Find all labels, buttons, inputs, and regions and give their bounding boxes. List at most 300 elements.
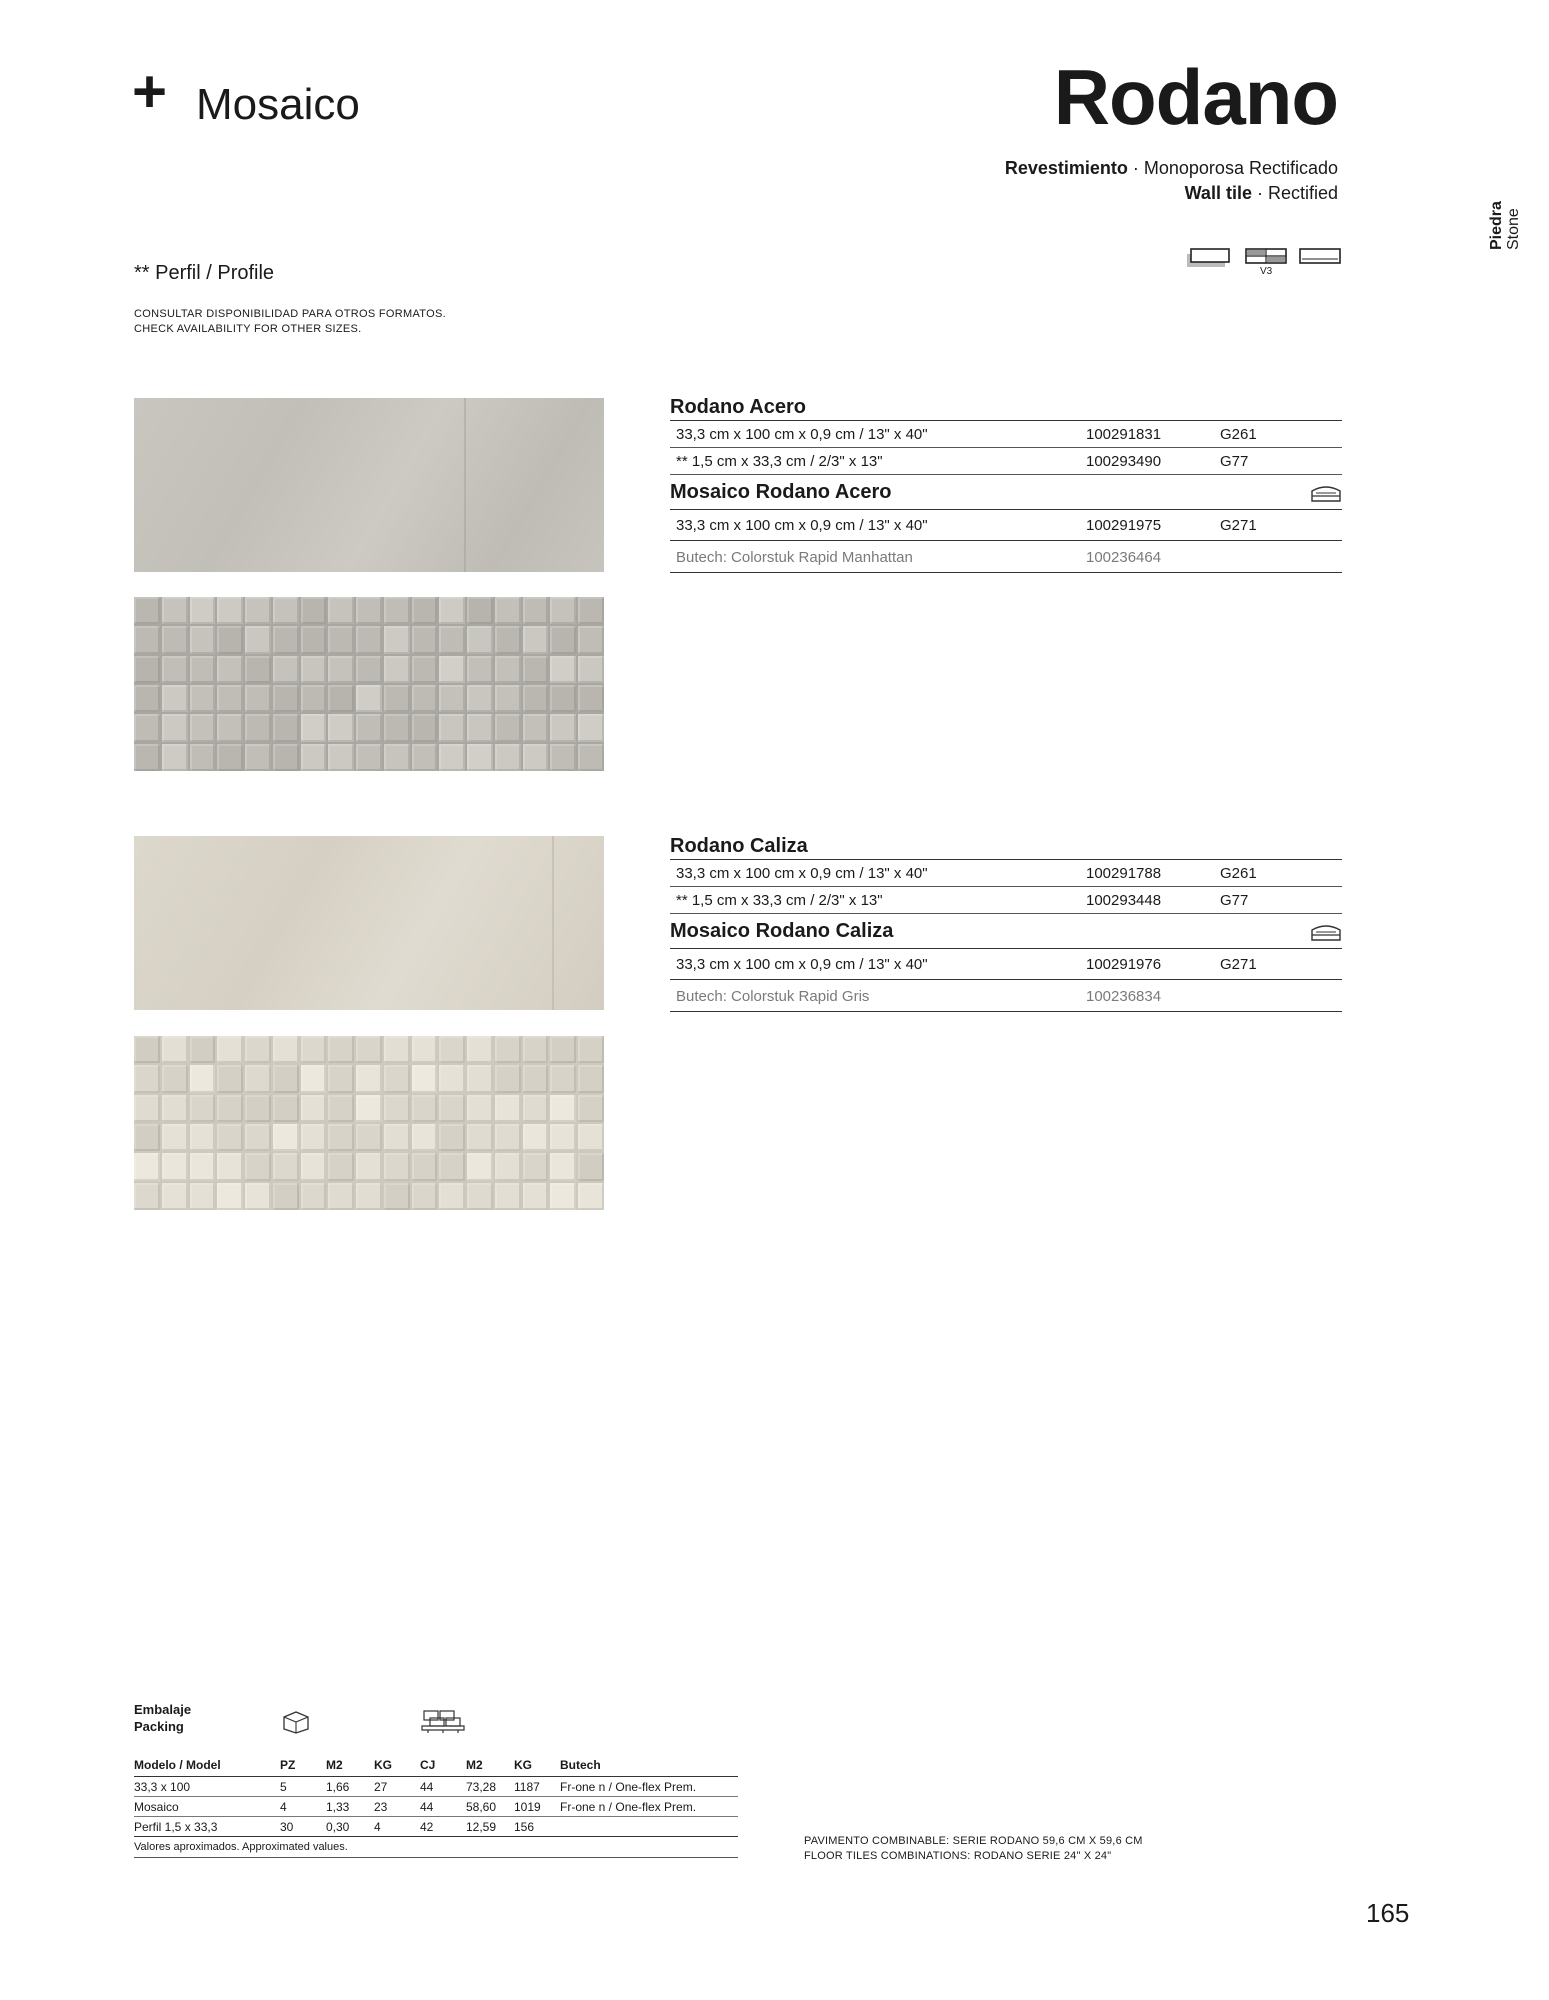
cell: 4 [374,1817,420,1837]
mosaic-chip [550,744,576,771]
header-kg: KG [374,1758,392,1772]
header-model: Modelo / Model [134,1758,221,1772]
series-title: Rodano [1053,53,1338,141]
mosaic-chip [245,1124,271,1151]
rodano-acero-tile-image [134,398,604,572]
size-cell: 33,3 cm x 100 cm x 0,9 cm / 13" x 40" [676,517,928,534]
mosaic-chip [273,1183,299,1210]
mosaic-chip [550,1095,576,1122]
mosaic-chip [134,744,160,771]
mosaic-chip [301,744,327,771]
mosaic-chip [273,1153,299,1180]
mosaic-chip [328,597,354,624]
size-cell: ** 1,5 cm x 33,3 cm / 2/3" x 13" [676,453,883,470]
mosaic-name-text: Mosaico Rodano Acero [670,481,892,503]
header-pz: PZ [280,1758,296,1772]
table-row [670,948,1342,979]
mosaic-chip [301,1095,327,1122]
table-row [670,420,1342,447]
cell: 44 [420,1797,466,1817]
mosaic-chip [439,1065,465,1092]
mosaic-chip [550,1065,576,1092]
cell: Fr-one n / One-flex Prem. [560,1777,738,1797]
mosaic-chip [439,1183,465,1210]
mosaic-chip [301,714,327,741]
mosaic-chip [384,626,410,653]
cell: 27 [374,1777,420,1797]
cell: Mosaico [134,1797,280,1817]
side-tab-es: Piedra [1488,201,1505,250]
mosaic-product-name [670,474,1342,509]
mosaic-chip [412,1124,438,1151]
side-tab-en: Stone [1505,208,1522,250]
mosaic-chip [162,1065,188,1092]
table-row [670,447,1342,474]
mosaic-chip [550,597,576,624]
code-cell: 100291788 [1086,865,1162,882]
mosaic-chip [467,1153,493,1180]
header-m2: M2 [326,1758,343,1772]
mosaic-chip [550,714,576,741]
butech-row [670,540,1342,573]
mosaic-chip [217,744,243,771]
header-cj: CJ [420,1758,436,1772]
mosaic-chip [301,1065,327,1092]
butech-row [670,979,1342,1012]
mosaic-chip [439,1036,465,1063]
mosaic-chip [578,714,604,741]
mosaic-chip [495,744,521,771]
subtitle-en-bold: Wall tile [1184,183,1252,203]
product-rodano-acero [670,394,1342,573]
packing-footnote: Valores aproximados. Approximated values. [134,1837,738,1858]
mosaic-chip [273,597,299,624]
code-cell: 100291976 [1086,956,1162,973]
mosaic-chip [245,685,271,712]
butech-code: 100236464 [1086,549,1162,566]
mosaic-chip [273,1095,299,1122]
code-cell: 100291975 [1086,517,1162,534]
mosaic-chip [245,1065,271,1092]
product-rodano-caliza [670,833,1342,1012]
subtitle-en-rest: · Rectified [1256,183,1338,203]
table-row [670,886,1342,913]
mosaic-chip [439,656,465,683]
mosaic-chip [190,656,216,683]
plus-icon: + [132,58,168,125]
cell: 33,3 x 100 [134,1777,280,1797]
code-cell: 100293490 [1086,453,1162,470]
mosaic-chip [190,744,216,771]
mosaic-chip [217,685,243,712]
mosaic-chip [273,744,299,771]
mosaic-chip [328,1153,354,1180]
group-cell: G261 [1220,865,1257,882]
mosaic-chip [134,685,160,712]
mosaic-chip [328,1036,354,1063]
cell: Perfil 1,5 x 33,3 [134,1817,280,1837]
mosaic-chip [439,1153,465,1180]
mosaico-rodano-acero-image [134,597,604,771]
mosaic-chip [550,1036,576,1063]
mosaic-chip [495,1183,521,1210]
mosaic-chip [467,1036,493,1063]
mosaic-chip [384,656,410,683]
mosaic-chip [217,1065,243,1092]
table-row [134,1817,738,1837]
mosaic-chip [245,1153,271,1180]
group-cell: G77 [1220,453,1249,470]
availability-es: CONSULTAR DISPONIBILIDAD PARA OTROS FORMATOS. [134,308,446,320]
group-cell: G271 [1220,517,1257,534]
group-cell: G77 [1220,892,1249,909]
packing-title-en: Packing [134,1719,184,1734]
mosaic-chip [162,1036,188,1063]
mosaic-chip [384,744,410,771]
mosaic-chip [384,1095,410,1122]
mosaic-chip [217,656,243,683]
table-row [670,509,1342,540]
subtitle-es-bold: Revestimiento [1004,158,1128,178]
mosaic-chip [217,1124,243,1151]
mosaic-chip [245,626,271,653]
mosaic-chip [495,714,521,741]
mosaic-chip [578,1183,604,1210]
mosaic-chip [523,1183,549,1210]
cell: 1,33 [326,1797,374,1817]
mosaic-chip [134,1183,160,1210]
cell: 44 [420,1777,466,1797]
packing-heading [134,1701,191,1735]
mosaic-chip [217,1183,243,1210]
mosaic-chip [523,744,549,771]
size-cell: ** 1,5 cm x 33,3 cm / 2/3" x 13" [676,892,883,909]
cell: 58,60 [466,1797,514,1817]
mosaic-chip [162,1095,188,1122]
mosaic-chip [412,685,438,712]
pallet-icon [420,1708,466,1734]
mosaic-chip [523,685,549,712]
packing-footnote-row [134,1837,738,1858]
group-cell: G271 [1220,956,1257,973]
subtitle-es [1005,158,1338,179]
mosaic-chip [328,1095,354,1122]
mosaic-chip [134,656,160,683]
mosaic-chip [245,1183,271,1210]
header-kg-pallet: KG [514,1758,532,1772]
mosaic-chip [328,1065,354,1092]
mosaic-chip [439,744,465,771]
cell: 5 [280,1777,326,1797]
mosaic-chip [301,1124,327,1151]
mosaic-chip [356,656,382,683]
mosaic-chip [162,656,188,683]
page-number: 165 [1366,1898,1410,1928]
mosaic-chip [495,1124,521,1151]
group-cell: G261 [1220,426,1257,443]
wall-use-icon [1310,483,1342,503]
mosaic-chip [523,1153,549,1180]
butech-code: 100236834 [1086,988,1162,1005]
mosaic-chip [467,1065,493,1092]
cell [560,1817,738,1837]
box-icon [280,1710,312,1734]
mosaic-chip [162,597,188,624]
mosaic-chip [439,597,465,624]
side-tab [1488,190,1528,250]
cell: 12,59 [466,1817,514,1837]
mosaic-chip [301,685,327,712]
mosaic-chip [162,685,188,712]
profile-tile-icon [1300,249,1340,263]
mosaic-chip [578,597,604,624]
mosaic-chip [439,1095,465,1122]
mosaic-chip [301,626,327,653]
cell: 1187 [514,1777,560,1797]
mosaic-chip [328,744,354,771]
floor-note-en: FLOOR TILES COMBINATIONS: RODANO SERIE 24" X 24" [804,1850,1112,1862]
product-name: Rodano Acero [670,396,806,418]
mosaic-chip [301,656,327,683]
cell: 4 [280,1797,326,1817]
mosaic-chip [273,626,299,653]
mosaic-chip [134,1153,160,1180]
code-cell: 100291831 [1086,426,1162,443]
floor-combination-note [804,1834,1143,1864]
mosaic-chip [273,685,299,712]
mosaic-chip [190,1065,216,1092]
mosaic-chip [384,1065,410,1092]
cell: 73,28 [466,1777,514,1797]
mosaic-chip [495,1065,521,1092]
mosaic-chip [550,656,576,683]
mosaic-chip [245,744,271,771]
mosaic-chip [190,597,216,624]
mosaic-chip [328,656,354,683]
mosaic-chip [523,1065,549,1092]
mosaic-chip [356,1124,382,1151]
mosaic-chip [495,1153,521,1180]
mosaic-chip [467,1183,493,1210]
mosaic-chip [384,714,410,741]
table-row [134,1777,738,1797]
mosaic-chip [523,656,549,683]
mosaic-chip [467,744,493,771]
mosaic-chip [550,685,576,712]
mosaic-chip [439,714,465,741]
mosaic-chip [412,626,438,653]
mosaic-chip [217,1036,243,1063]
mosaic-chip [467,626,493,653]
mosaic-chip [273,714,299,741]
mosaic-chip [217,597,243,624]
cell: 1,66 [326,1777,374,1797]
butech-label: Butech: Colorstuk Rapid Manhattan [676,549,913,566]
mosaic-chip [523,1124,549,1151]
mosaic-chip [190,714,216,741]
floor-note-es: PAVIMENTO COMBINABLE: SERIE RODANO 59,6 CM X 59,6 CM [804,1835,1143,1847]
cell: 0,30 [326,1817,374,1837]
mosaic-chip [412,656,438,683]
mosaic-chip [301,1153,327,1180]
product-name: Rodano Caliza [670,835,808,857]
mosaic-chip [162,714,188,741]
mosaic-chip [245,656,271,683]
mosaic-chip [467,714,493,741]
mosaic-chip [523,597,549,624]
mosaic-chip [412,1095,438,1122]
mosaic-chip [217,1153,243,1180]
mosaic-chip [467,1095,493,1122]
mosaic-chip [439,626,465,653]
cell: Fr-one n / One-flex Prem. [560,1797,738,1817]
mosaic-chip [134,1036,160,1063]
mosaic-chip [245,714,271,741]
mosaic-chip [523,1095,549,1122]
mosaic-chip [190,1095,216,1122]
mosaic-chip [384,1124,410,1151]
mosaic-chip [301,1183,327,1210]
mosaic-chip [134,626,160,653]
mosaic-chip [356,714,382,741]
mosaic-chip [162,1124,188,1151]
mosaic-chip [356,1095,382,1122]
mosaic-chip [217,714,243,741]
mosaic-chip [134,714,160,741]
mosaic-chip [384,1153,410,1180]
header-m2-pallet: M2 [466,1758,483,1772]
mosaic-chip [384,1183,410,1210]
mosaic-chip [578,1124,604,1151]
mosaic-chip [301,1036,327,1063]
mosaic-chip [356,626,382,653]
mosaic-chip [412,597,438,624]
mosaic-chip [273,1065,299,1092]
cell: 156 [514,1817,560,1837]
mosaic-chip [495,656,521,683]
mosaic-chip [495,685,521,712]
mosaic-chip [578,685,604,712]
mosaic-chip [356,1065,382,1092]
format-icons [1186,246,1346,282]
table-row [670,859,1342,886]
mosaic-chip [217,1095,243,1122]
mosaic-chip [162,1153,188,1180]
mosaic-chip [328,714,354,741]
mosaic-chip [190,685,216,712]
mosaic-chip [467,656,493,683]
mosaic-chip [467,685,493,712]
mosaic-chip [217,626,243,653]
mosaic-chip [134,597,160,624]
size-cell: 33,3 cm x 100 cm x 0,9 cm / 13" x 40" [676,865,928,882]
mosaic-chip [495,597,521,624]
mosaic-chip [523,626,549,653]
mosaic-chip [190,1183,216,1210]
mosaic-chip [356,1036,382,1063]
mosaic-chip [412,1065,438,1092]
mosaic-tile-icon [1246,249,1286,263]
mosaic-chip [495,1095,521,1122]
mosaic-chip [190,1036,216,1063]
mosaic-chip [162,1183,188,1210]
format-icon-label: V3 [1260,266,1273,277]
mosaic-chip [550,1124,576,1151]
mosaic-chip [162,626,188,653]
mosaic-chip [412,1153,438,1180]
mosaic-chip [356,597,382,624]
availability-note [134,307,446,337]
mosaic-chip [578,744,604,771]
mosaic-chip [190,1124,216,1151]
mosaic-chip [356,1183,382,1210]
mosaic-chip [578,656,604,683]
availability-en: CHECK AVAILABILITY FOR OTHER SIZES. [134,323,362,335]
cell: 23 [374,1797,420,1817]
mosaic-chip [578,1065,604,1092]
mosaic-chip [190,626,216,653]
mosaic-chip [384,1036,410,1063]
size-cell: 33,3 cm x 100 cm x 0,9 cm / 13" x 40" [676,426,928,443]
mosaic-chip [578,1095,604,1122]
mosaic-chip [578,1036,604,1063]
mosaic-chip [190,1153,216,1180]
code-cell: 100293448 [1086,892,1162,909]
mosaic-chip [134,1095,160,1122]
wall-use-icon [1310,922,1342,942]
mosaic-chip [273,656,299,683]
mosaic-chip [523,1036,549,1063]
mosaic-chip [245,1095,271,1122]
packing-title-es: Embalaje [134,1702,192,1717]
cell: 1019 [514,1797,560,1817]
size-cell: 33,3 cm x 100 cm x 0,9 cm / 13" x 40" [676,956,928,973]
mosaic-chip [550,1153,576,1180]
mosaic-chip [523,714,549,741]
mosaic-chip [273,1036,299,1063]
mosaic-chip [356,744,382,771]
mosaic-chip [134,1065,160,1092]
mosaic-chip [412,744,438,771]
packing-table [134,1754,738,1858]
cell: 30 [280,1817,326,1837]
mosaic-chip [273,1124,299,1151]
mosaic-chip [245,1036,271,1063]
cell: 42 [420,1817,466,1837]
butech-label: Butech: Colorstuk Rapid Gris [676,988,870,1005]
mosaic-chip [439,685,465,712]
mosaic-chip [162,744,188,771]
mosaic-chip [578,626,604,653]
mosaic-chip [301,597,327,624]
mosaic-name-text: Mosaico Rodano Caliza [670,920,894,942]
rodano-caliza-tile-image [134,836,604,1010]
header-butech: Butech [560,1758,601,1772]
mosaic-chip [356,685,382,712]
profile-heading: ** Perfil / Profile [134,262,275,284]
table-row [134,1797,738,1817]
mosaic-chip [550,1183,576,1210]
mosaic-chip [134,1124,160,1151]
subtitle-en [1185,183,1338,204]
mosaic-chip [495,626,521,653]
mosaic-chip [550,626,576,653]
mosaic-chip [356,1153,382,1180]
mosaic-product-name [670,913,1342,948]
mosaic-chip [412,1183,438,1210]
subtitle-es-rest: · Monoporosa Rectificado [1132,158,1338,178]
mosaic-chip [495,1036,521,1063]
